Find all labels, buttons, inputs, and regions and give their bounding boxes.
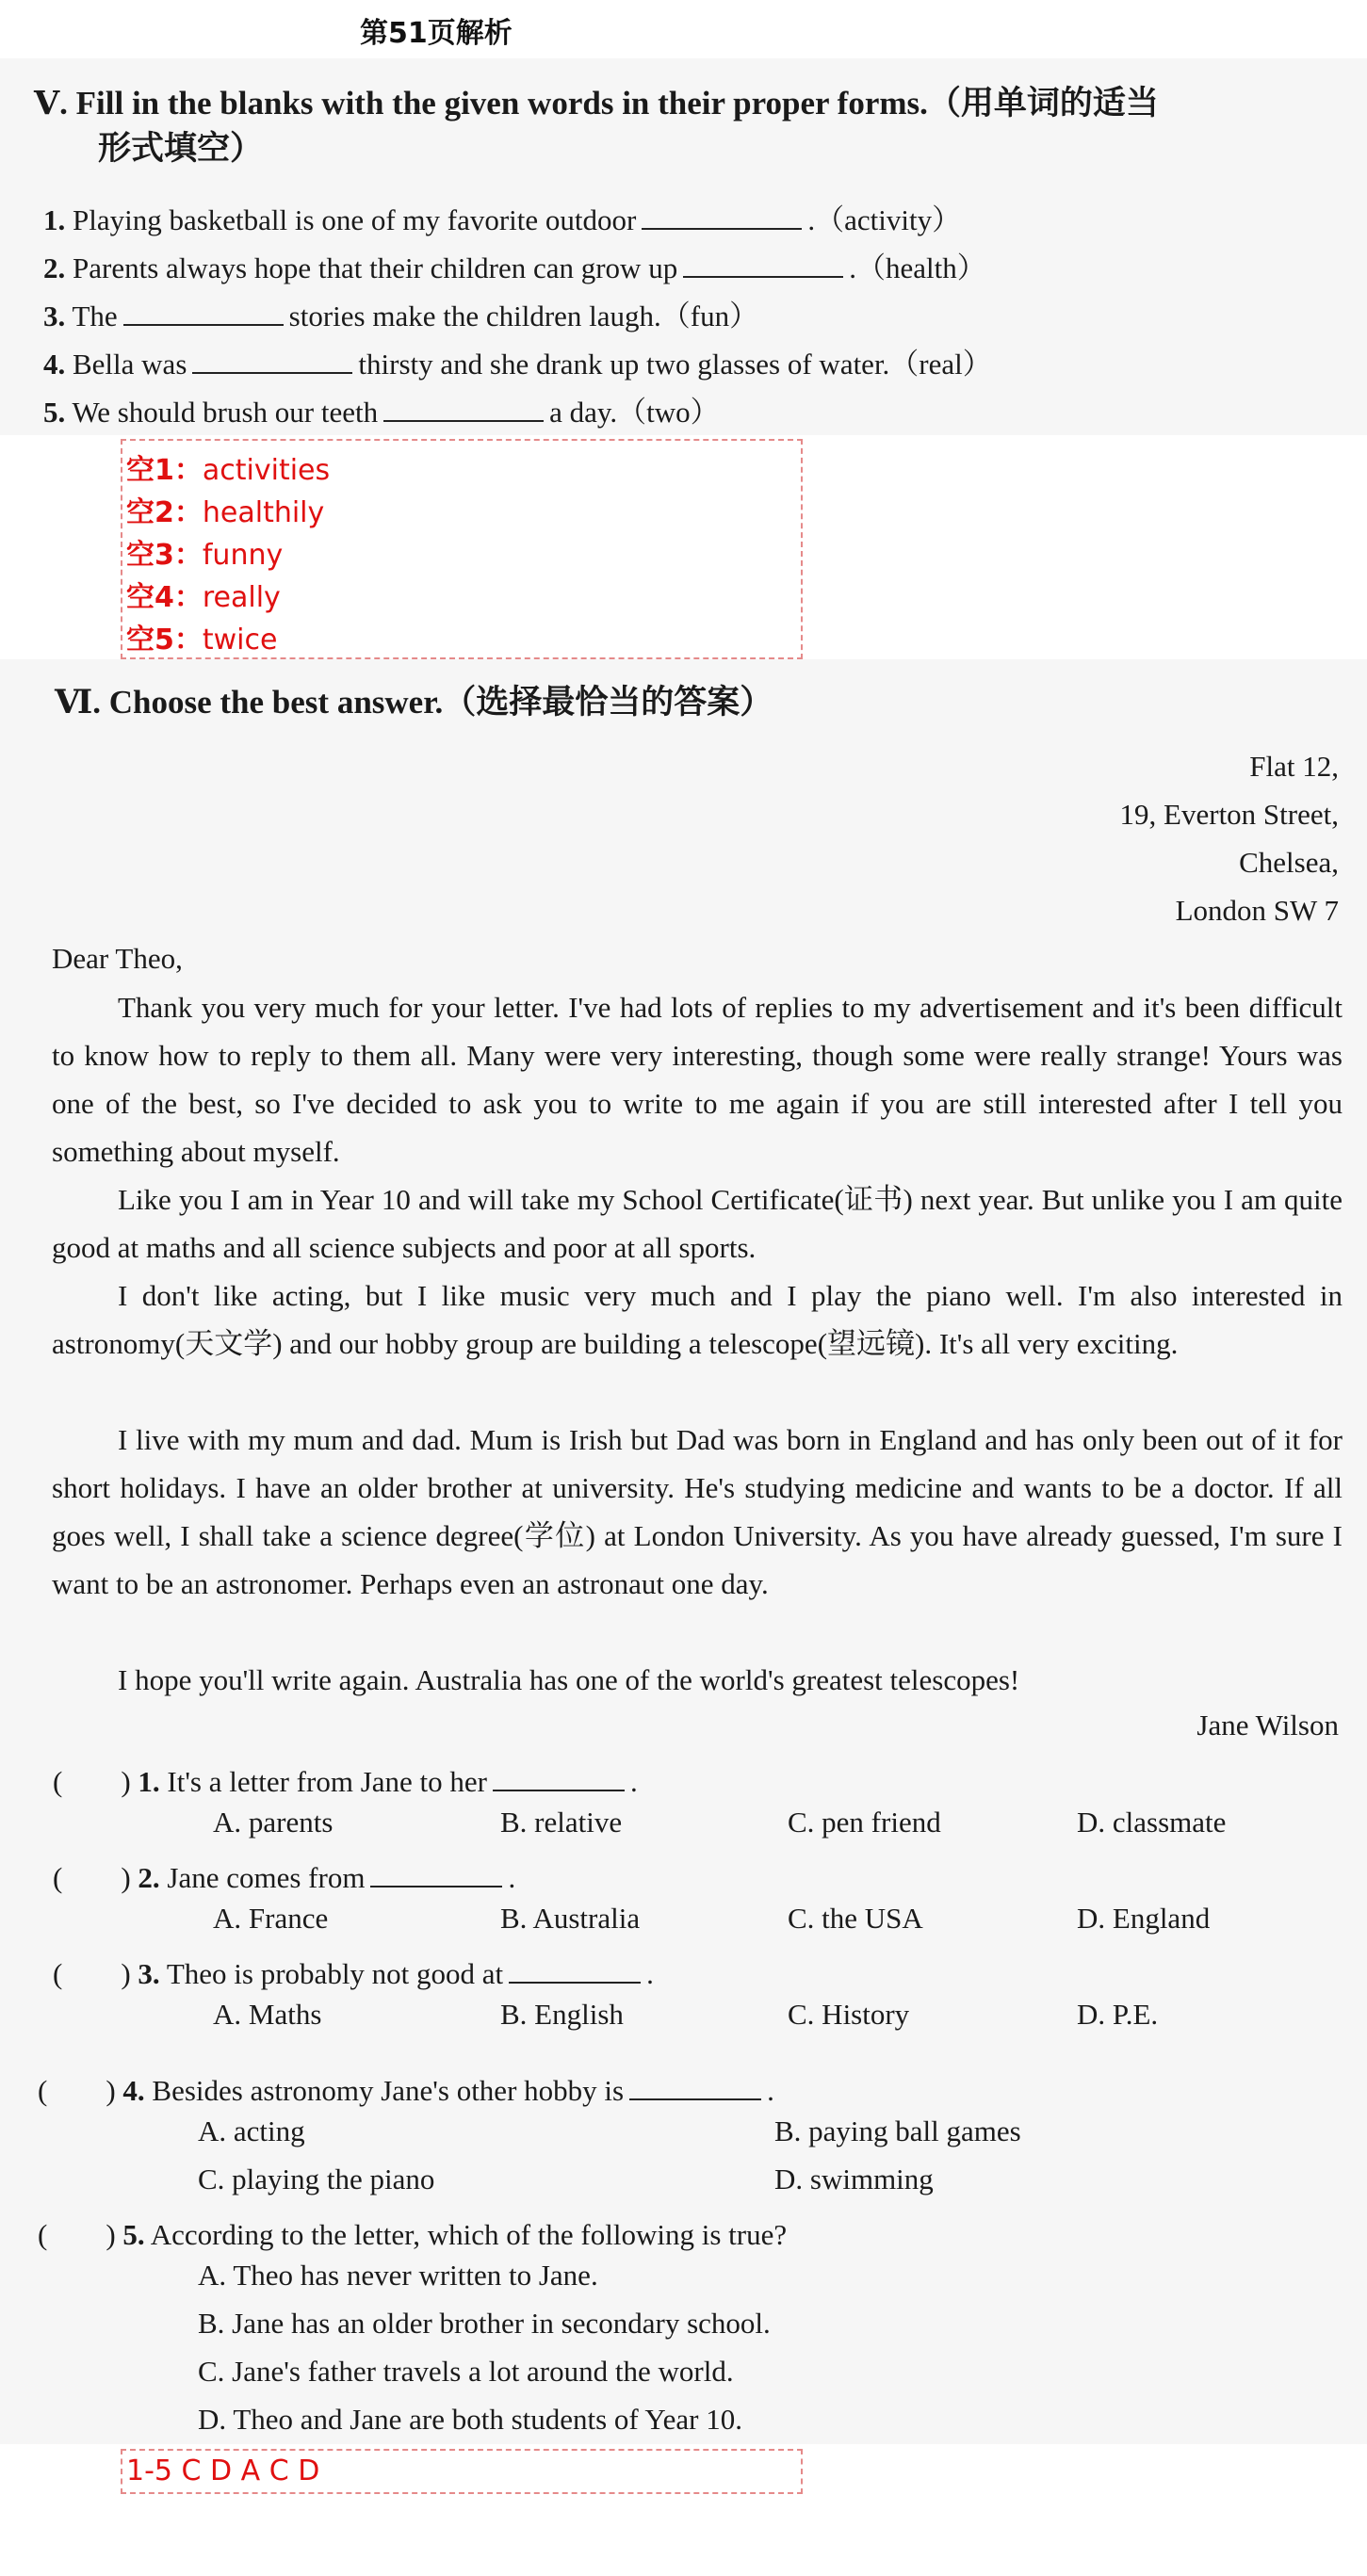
answer-paren[interactable]: ( ) bbox=[38, 2218, 116, 2251]
fill-item-3: 3. The stories make the children laugh.（fun） bbox=[43, 300, 759, 332]
letter-paragraph-4: I live with my mum and dad. Mum is Irish but Dad was born in England and has only been out of it for short holidays. I have an older brother at university. He's studying medicine and wants to be a doctor. If all goes well, I shall take a science degree(学位) at London University. As you have already guessed, I'm sure I want to be an astronomer. Perhaps even an astronaut one day. bbox=[52, 1423, 1343, 1600]
fill-item-1: 1. Playing basketball is one of my favorite outdoor .（activity） bbox=[43, 203, 962, 236]
answer-blank[interactable] bbox=[629, 2078, 761, 2100]
q3-option-c[interactable]: C. History bbox=[788, 1998, 910, 2031]
section-5-panel bbox=[0, 58, 1367, 435]
section-5-answer-box bbox=[121, 439, 803, 659]
q2-option-c[interactable]: C. the USA bbox=[788, 1902, 923, 1935]
address-line-2: 19, Everton Street, bbox=[1119, 798, 1339, 831]
answer-row-2: 空2：healthily bbox=[126, 496, 325, 529]
q2-option-d[interactable]: D. England bbox=[1077, 1902, 1211, 1935]
answer-row-4: 空4：really bbox=[126, 581, 281, 614]
q4-option-c[interactable]: C. playing the piano bbox=[198, 2163, 435, 2195]
q1-option-b[interactable]: B. relative bbox=[500, 1806, 623, 1839]
letter-paragraph-1: Thank you very much for your letter. I've had lots of replies to my advertisement and it's been difficult to know how to reply to them all. Many were very interesting, though some were really strange! Yours was one of the best, so I've decided to ask you to write to me again if you are still interested after I tell you something about myself. bbox=[52, 991, 1343, 1168]
q5-option-a[interactable]: A. Theo has never written to Jane. bbox=[198, 2259, 598, 2292]
fill-item-5: 5. We should brush our teeth a day.（two） bbox=[43, 396, 720, 429]
question-3: ( ) 3. Theo is probably not good at . bbox=[53, 1957, 654, 1990]
q4-option-a[interactable]: A. acting bbox=[198, 2114, 305, 2147]
section-5-heading-line2: 形式填空） bbox=[98, 130, 264, 167]
signature: Jane Wilson bbox=[1196, 1709, 1339, 1742]
q5-option-b[interactable]: B. Jane has an older brother in secondary school. bbox=[198, 2307, 771, 2340]
q5-option-c[interactable]: C. Jane's father travels a lot around the world. bbox=[198, 2355, 734, 2388]
page-title: 第51页解析 bbox=[360, 17, 513, 50]
q1-option-d[interactable]: D. classmate bbox=[1077, 1806, 1227, 1839]
q4-option-d[interactable]: D. swimming bbox=[774, 2163, 934, 2195]
letter-paragraph-5: I hope you'll write again. Australia has one of the world's greatest telescopes! bbox=[118, 1663, 1020, 1696]
answer-row-1: 空1：activities bbox=[126, 454, 331, 487]
q1-option-a[interactable]: A. parents bbox=[213, 1806, 334, 1839]
question-1: ( ) 1. It's a letter from Jane to her . bbox=[53, 1765, 638, 1798]
q3-option-a[interactable]: A. Maths bbox=[213, 1998, 322, 2031]
address-line-4: London SW 7 bbox=[1175, 894, 1339, 927]
answer-blank[interactable] bbox=[123, 303, 284, 326]
answer-blank[interactable] bbox=[493, 1769, 625, 1791]
answer-paren[interactable]: ( ) bbox=[53, 1957, 131, 1990]
section-6-answer-box bbox=[121, 2449, 803, 2494]
answer-blank[interactable] bbox=[383, 399, 544, 422]
q5-option-d[interactable]: D. Theo and Jane are both students of Year 10. bbox=[198, 2403, 742, 2436]
address-line-1: Flat 12, bbox=[1249, 750, 1339, 783]
answer-paren[interactable]: ( ) bbox=[38, 2074, 116, 2107]
q4-option-b[interactable]: B. paying ball games bbox=[774, 2114, 1021, 2147]
answer-blank[interactable] bbox=[370, 1865, 502, 1887]
answer-paren[interactable]: ( ) bbox=[53, 1861, 131, 1894]
answer-row-3: 空3：funny bbox=[126, 539, 284, 572]
section-6-heading: Ⅵ. Choose the best answer.（选择最恰当的答案） bbox=[55, 684, 773, 721]
question-4: ( ) 4. Besides astronomy Jane's other hobby is . bbox=[38, 2074, 774, 2107]
letter-paragraph-3: I don't like acting, but I like music very much and I play the piano well. I'm also interested in astronomy(天文学) and our hobby group are building a telescope(望远镜). It's all very exciting. bbox=[52, 1279, 1343, 1360]
fill-item-4: 4. Bella was thirsty and she drank up two glasses of water.（real） bbox=[43, 348, 992, 381]
question-5: ( ) 5. According to the letter, which of the following is true? bbox=[38, 2218, 788, 2251]
q3-option-d[interactable]: D. P.E. bbox=[1077, 1998, 1159, 2031]
answer-row-5: 空5：twice bbox=[126, 624, 278, 656]
section-5-heading-line1: Ⅴ. Fill in the blanks with the given words in their proper forms.（用单词的适当 bbox=[34, 85, 1159, 122]
q2-option-a[interactable]: A. France bbox=[213, 1902, 329, 1935]
address-line-3: Chelsea, bbox=[1239, 846, 1339, 879]
answer-blank[interactable] bbox=[683, 255, 843, 278]
answer-blank[interactable] bbox=[509, 1961, 641, 1984]
q2-option-b[interactable]: B. Australia bbox=[500, 1902, 641, 1935]
answer-blank[interactable] bbox=[192, 351, 352, 374]
letter-paragraph-2: Like you I am in Year 10 and will take my School Certificate(证书) next year. But unlike you I am quite good at maths and all science subjects and poor at all sports. bbox=[52, 1183, 1343, 1264]
answer-blank[interactable] bbox=[642, 207, 802, 230]
fill-item-2: 2. Parents always hope that their children can grow up .（health） bbox=[43, 251, 986, 284]
q3-option-b[interactable]: B. English bbox=[500, 1998, 624, 2031]
salutation: Dear Theo, bbox=[52, 942, 183, 975]
answer-key: 1-5 C D A C D bbox=[126, 2454, 320, 2487]
question-2: ( ) 2. Jane comes from . bbox=[53, 1861, 516, 1894]
answer-paren[interactable]: ( ) bbox=[53, 1765, 131, 1798]
q1-option-c[interactable]: C. pen friend bbox=[788, 1806, 941, 1839]
